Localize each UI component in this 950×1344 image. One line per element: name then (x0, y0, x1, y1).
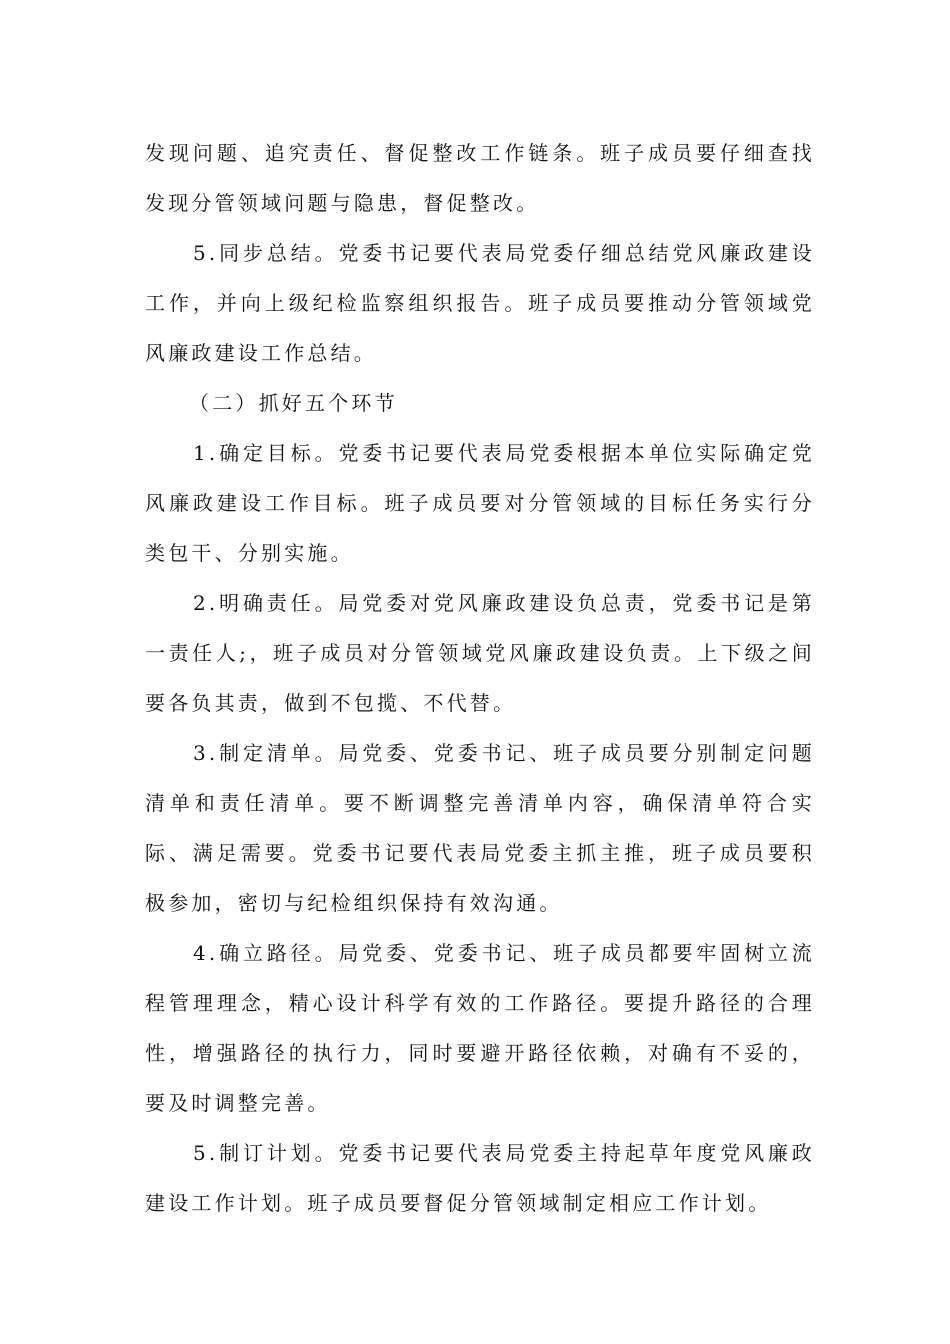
paragraph-continuation: 发现问题、追究责任、督促整改工作链条。班子成员要仔细查找发现分管领域问题与隐患，督促整改。 (145, 141, 815, 215)
section-heading: （二）抓好五个环节 (189, 391, 398, 415)
paragraph-item-1-goal: 1.确定目标。党委书记要代表局党委根据本单位实际确定党风廉政建设工作目标。班子成员要对分管领域的目标任务实行分类包干、分别实施。 (145, 441, 815, 565)
paragraph-item-4-path: 4.确立路径。局党委、党委书记、班子成员都要牢固树立流程管理理念，精心设计科学有效的工作路径。要提升路径的合理性，增强路径的执行力，同时要避开路径依赖，对确有不妥的，要及时调整完善。 (145, 941, 815, 1115)
paragraph-item-5-plan: 5.制订计划。党委书记要代表局党委主持起草年度党风廉政建设工作计划。班子成员要督促分管领域制定相应工作计划。 (145, 1141, 815, 1215)
paragraph-item-5-summary: 5.同步总结。党委书记要代表局党委仔细总结党风廉政建设工作，并向上级纪检监察组织报告。班子成员要推动分管领域党风廉政建设工作总结。 (145, 241, 815, 365)
paragraph-item-2-responsibility: 2.明确责任。局党委对党风廉政建设负总责，党委书记是第一责任人;，班子成员对分管领域党风廉政建设负责。上下级之间要各负其责，做到不包揽、不代替。 (145, 591, 815, 715)
paragraph-item-3-checklist: 3.制定清单。局党委、党委书记、班子成员要分别制定问题清单和责任清单。要不断调整完善清单内容，确保清单符合实际、满足需要。党委书记要代表局党委主抓主推，班子成员要积极参加，密切与纪检组织保持有效沟通。 (145, 741, 815, 915)
document-body (145, 128, 815, 1228)
